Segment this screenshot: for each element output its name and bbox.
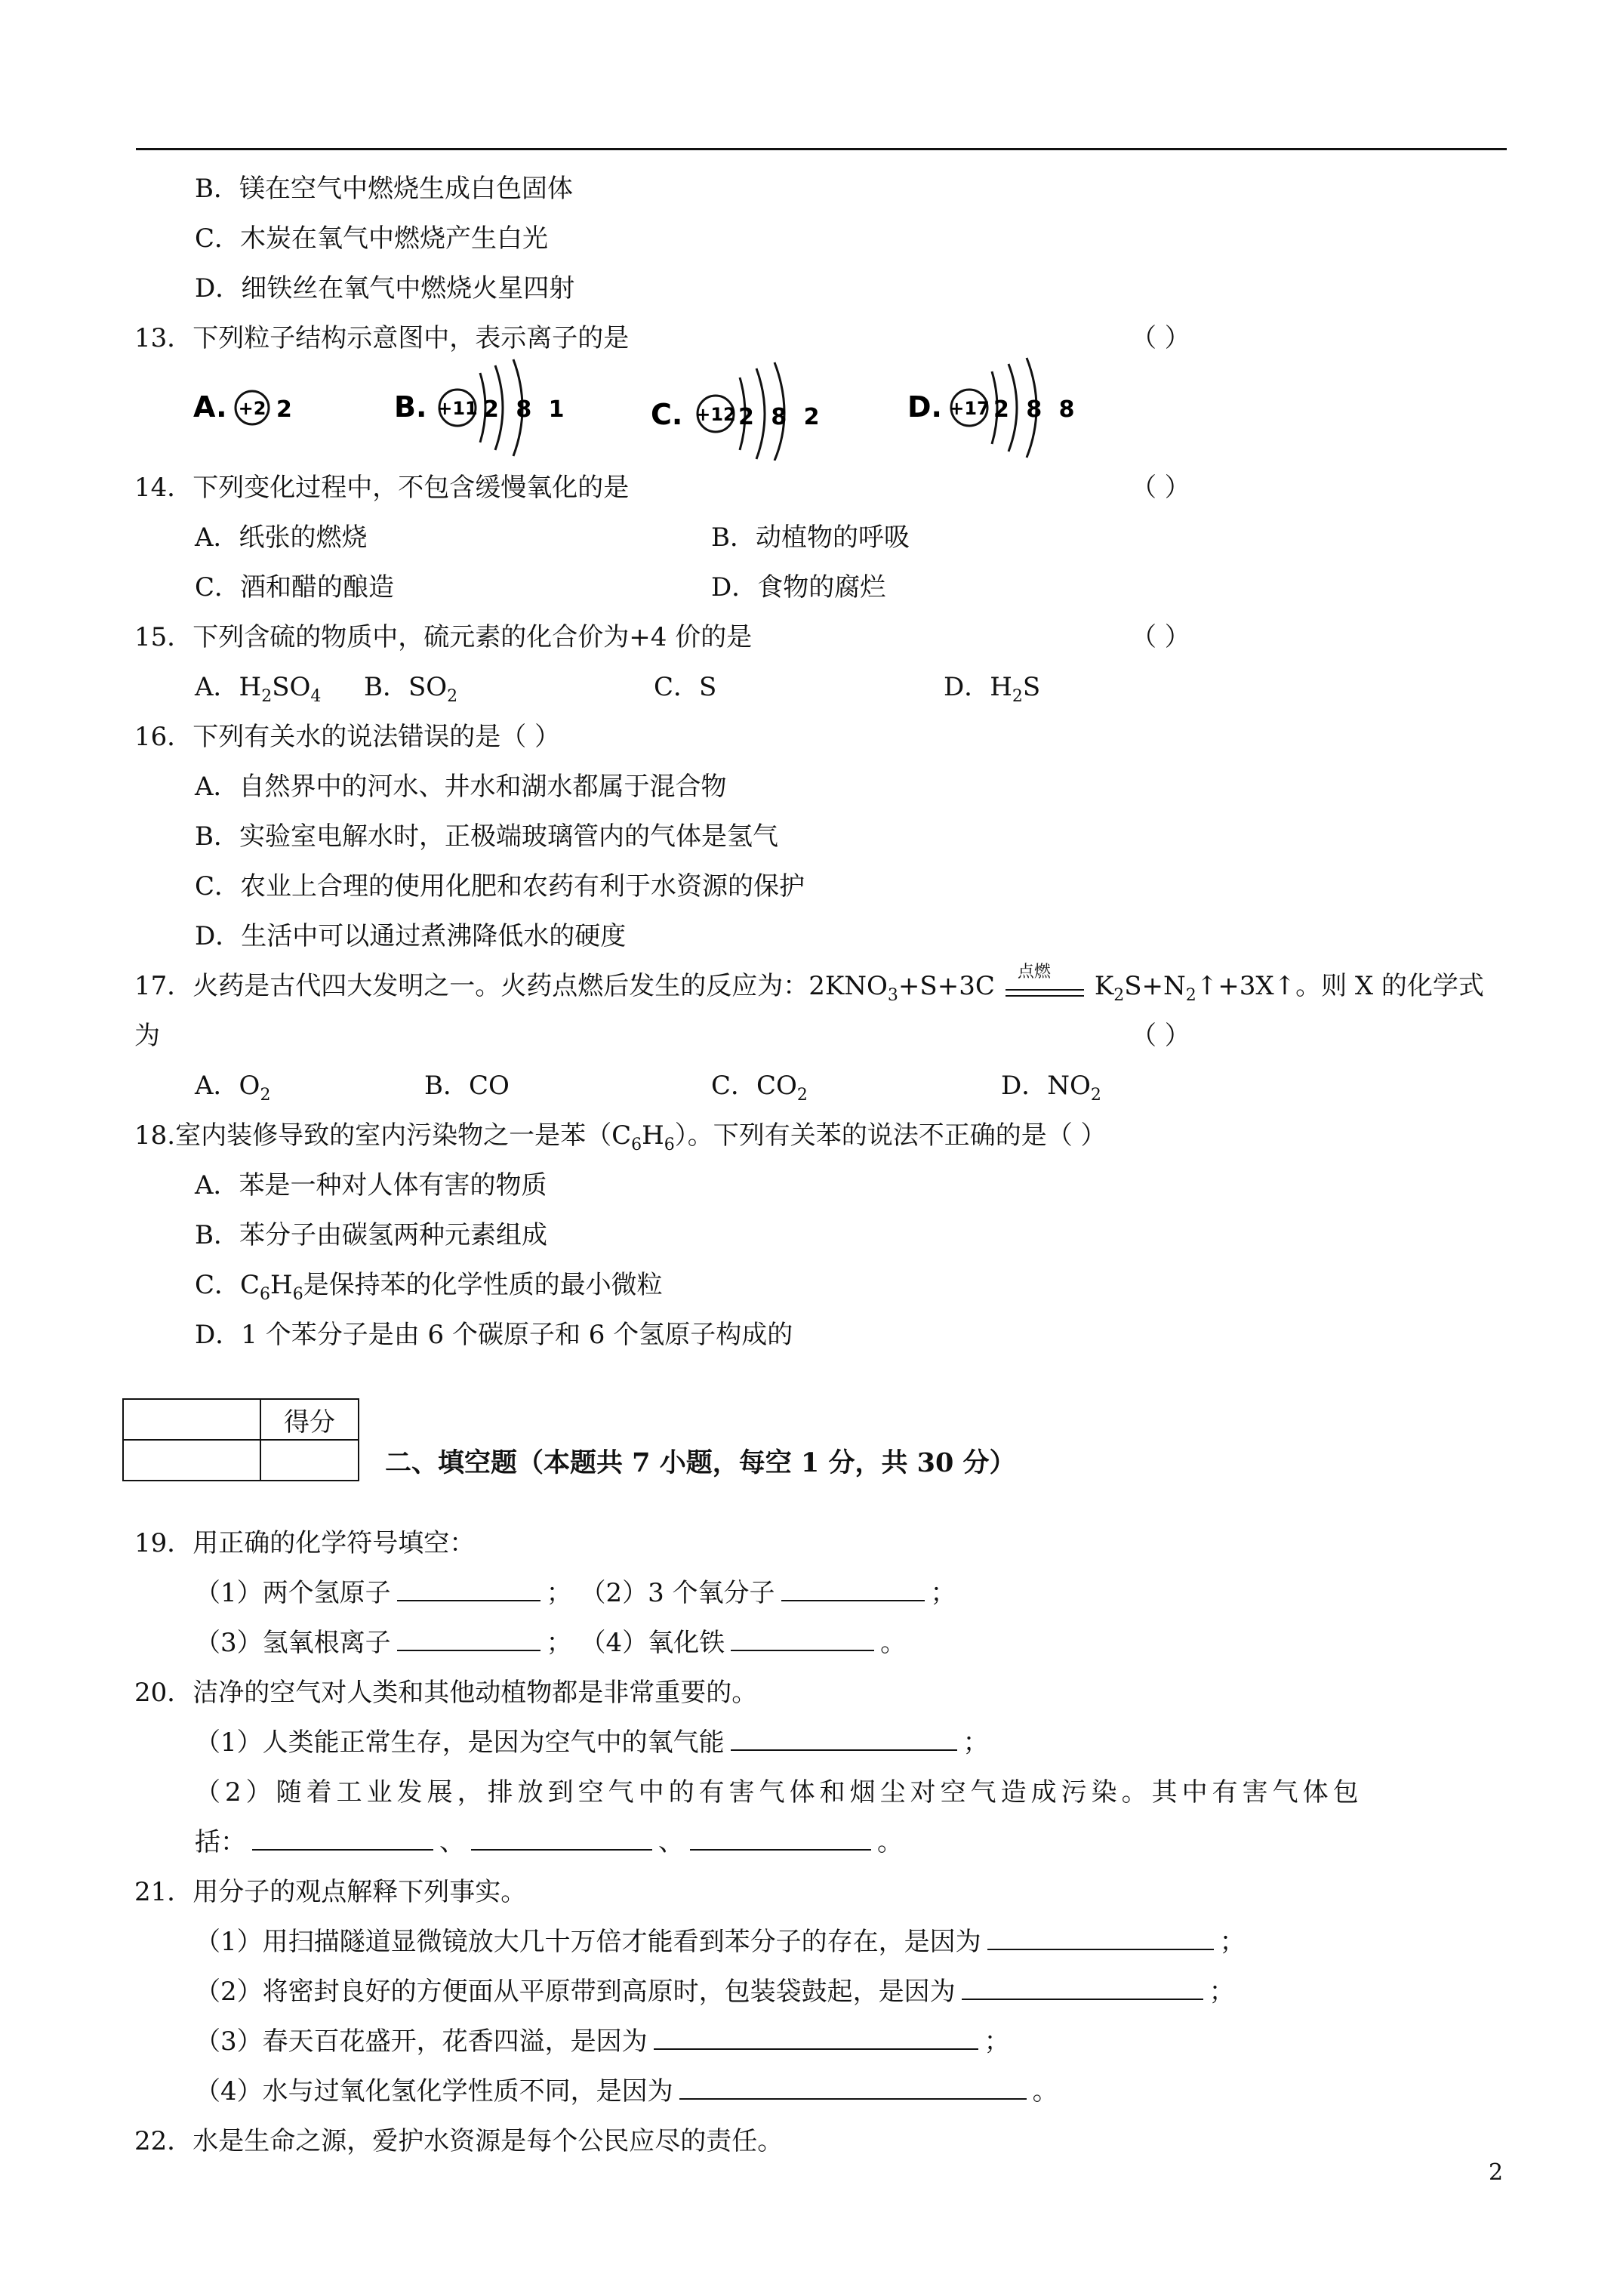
q21-item-4: （4）水与过氧化氢化学性质不同，是因为 。 — [195, 2076, 1058, 2106]
answer-blank[interactable] — [987, 1926, 1214, 1950]
atom-c-shells: 2 8 2 — [738, 404, 824, 430]
answer-blank[interactable] — [397, 1627, 540, 1651]
answer-blank[interactable] — [781, 1577, 925, 1601]
q15-option-a: A．$H_2SO_4$ — [195, 672, 322, 706]
q21-item-3: （3）春天百花盛开，花香四溢，是因为 ； — [195, 2026, 1010, 2057]
q15-option-c: C．S — [654, 672, 717, 702]
q19-line-2: （3）氢氧根离子 ； （4）氧化铁 。 — [195, 1628, 907, 1658]
q20-item-1: （1）人类能正常生存，是因为空气中的氧气能 ； — [195, 1727, 989, 1758]
score-box-label: 得分 — [260, 1399, 359, 1440]
header-rule — [136, 148, 1507, 150]
atom-b-shells: 2 8 1 — [483, 396, 569, 423]
q16-option-a: A．自然界中的河水、井水和湖水都属于混合物 — [195, 772, 727, 802]
q15-option-d: D．$H_2S$ — [944, 672, 1041, 706]
q20-item-2-line1: （2）随着工业发展，排放到空气中的有害气体和烟尘对空气造成污染。其中有害气体包 — [195, 1777, 1363, 1808]
q14-bracket: （ ） — [1131, 473, 1190, 503]
section-2-heading: 二、填空题（本题共 7 小题，每空 1 分，共 30 分） — [385, 1447, 1016, 1478]
reaction-arrow: 点燃 — [1006, 972, 1084, 1003]
q22-stem: 22．水是生命之源，爱护水资源是每个公民应尽的责任。 — [134, 2126, 784, 2156]
q15-option-b: B．$SO_2$ — [364, 672, 458, 706]
q18-option-a: A．苯是一种对人体有害的物质 — [195, 1170, 547, 1200]
atom-b-nucleus-charge: +11 — [437, 398, 478, 419]
q14-option-b: B．动植物的呼吸 — [711, 522, 910, 553]
atom-d-shells: 2 8 8 — [993, 396, 1079, 423]
score-box — [122, 1398, 359, 1481]
q15-stem: 15．下列含硫的物质中，硫元素的化合价为+4 价的是 — [134, 622, 753, 652]
answer-blank[interactable] — [654, 2026, 978, 2050]
atom-diagram-c — [651, 362, 824, 461]
q17-option-d: D．$NO_2$ — [1001, 1071, 1101, 1105]
atom-c-nucleus-charge: +12 — [695, 404, 736, 425]
score-box-cell-1 — [123, 1440, 260, 1481]
q16-stem: 16．下列有关水的说法错误的是（ ） — [134, 722, 561, 752]
atom-a-shells: 2 — [276, 396, 292, 423]
atom-b-label: B. — [394, 390, 427, 424]
q16-option-c: C．农业上合理的使用化肥和农药有利于水资源的保护 — [195, 871, 805, 901]
q18-option-d: D．1 个苯分子是由 6 个碳原子和 6 个氢原子构成的 — [195, 1320, 793, 1350]
atom-a-label: A. — [193, 390, 227, 424]
q18-stem: 18.室内装修导致的室内污染物之一是苯$(C_6H_6)$。下列有关苯的说法不正确的是（ ） — [134, 1120, 1107, 1154]
score-box-cell-2[interactable] — [260, 1440, 359, 1481]
q18-option-c: C．$C_6H_6$是保持苯的化学性质的最小微粒 — [195, 1270, 663, 1304]
atom-a-nucleus-charge: +2 — [238, 398, 266, 419]
q13-bracket: （ ） — [1131, 323, 1190, 353]
q12-option-d: D．细铁丝在氧气中燃烧火星四射 — [195, 273, 575, 304]
q19-line-1: （1）两个氢原子 ； （2）3 个氧分子 ； — [195, 1578, 956, 1608]
q13-atom-diagrams — [189, 355, 1095, 461]
answer-blank[interactable] — [397, 1577, 540, 1601]
q14-option-d: D．食物的腐烂 — [711, 572, 886, 603]
atom-d-nucleus-charge: +17 — [949, 398, 990, 419]
q13-stem: 13．下列粒子结构示意图中，表示离子的是 — [134, 323, 630, 353]
atom-diagram-a — [193, 390, 292, 424]
atom-diagram-b — [394, 359, 569, 456]
q16-option-b: B．实验室电解水时，正极端玻璃管内的气体是氢气 — [195, 821, 778, 852]
answer-blank[interactable] — [731, 1727, 957, 1751]
answer-blank[interactable] — [962, 1976, 1203, 2000]
q14-option-a: A．纸张的燃烧 — [195, 522, 368, 553]
q17-option-b: B．CO — [424, 1071, 510, 1101]
q17-option-c: C．$CO_2$ — [711, 1071, 808, 1105]
atom-d-label: D. — [907, 390, 942, 424]
answer-blank[interactable] — [731, 1627, 874, 1651]
q20-stem: 20．洁净的空气对人类和其他动植物都是非常重要的。 — [134, 1678, 758, 1708]
atom-diagram-d — [907, 358, 1079, 458]
q21-stem: 21．用分子的观点解释下列事实。 — [134, 1877, 527, 1907]
q17-stem: 17．火药是古代四大发明之一。火药点燃后发生的反应为：$2KNO_3+S+3C$ 点燃 $K_2S+N_2↑+3X↑$。则 X 的化学式 — [134, 963, 1484, 1005]
q12-option-b: B．镁在空气中燃烧生成白色固体 — [195, 174, 573, 204]
score-box-empty — [123, 1399, 260, 1440]
page-number: 2 — [1489, 2159, 1504, 2186]
answer-blank[interactable] — [252, 1826, 433, 1851]
q16-option-d: D．生活中可以通过煮沸降低水的硬度 — [195, 921, 627, 951]
q20-item-2-line2: 括： 、 、 。 — [195, 1827, 903, 1857]
q21-item-2: （2）将密封良好的方便面从平原带到高原时，包装袋鼓起，是因为 ； — [195, 1977, 1235, 2007]
atom-c-label: C. — [651, 398, 683, 431]
answer-blank[interactable] — [690, 1826, 871, 1851]
q12-option-c: C．木炭在氧气中燃烧产生白光 — [195, 223, 549, 254]
q18-option-b: B．苯分子由碳氢两种元素组成 — [195, 1220, 547, 1250]
q17-option-a: A．$O_2$ — [195, 1071, 271, 1105]
q19-stem: 19．用正确的化学符号填空： — [134, 1528, 476, 1558]
answer-blank[interactable] — [471, 1826, 652, 1851]
q14-stem: 14．下列变化过程中，不包含缓慢氧化的是 — [134, 473, 630, 503]
q17-stem-line2: 为 — [134, 1021, 160, 1051]
q17-bracket: （ ） — [1131, 1021, 1190, 1051]
q21-item-1: （1）用扫描隧道显微镜放大几十万倍才能看到苯分子的存在，是因为 ； — [195, 1927, 1246, 1957]
q14-option-c: C．酒和醋的酿造 — [195, 572, 395, 603]
answer-blank[interactable] — [679, 2076, 1027, 2100]
q15-bracket: （ ） — [1131, 622, 1190, 652]
